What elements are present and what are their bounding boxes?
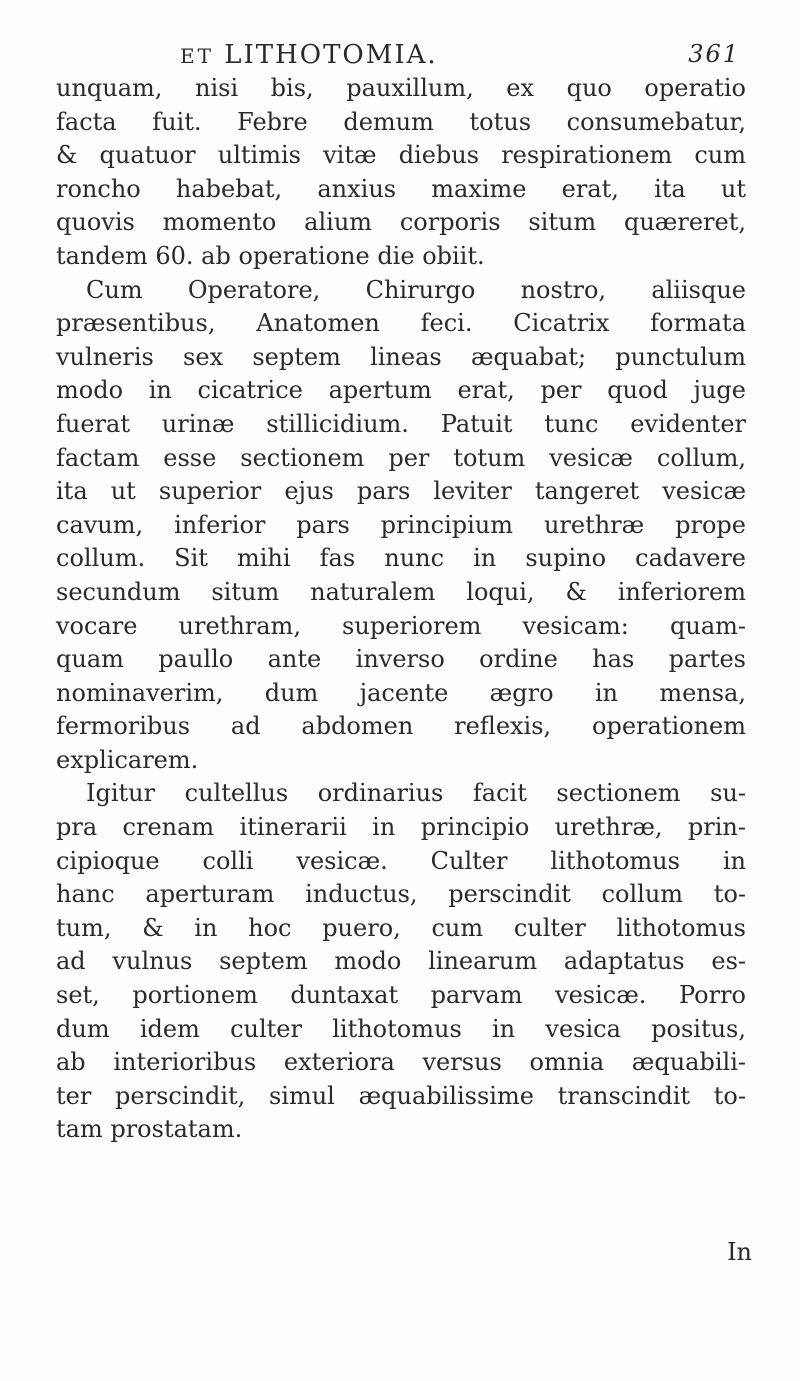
- text-line: facta fuit. Febre demum totus consumebatur,: [56, 107, 746, 136]
- running-title-main: LITHOTOMIA.: [224, 40, 438, 70]
- text-line: pra crenam itinerarii in principio urethræ, prin-: [56, 813, 746, 842]
- text-line: roncho habebat, anxius maxime erat, ita ut: [56, 174, 746, 203]
- text-line: unquam, nisi bis, pauxillum, ex quo operatio: [56, 74, 746, 102]
- text-line: tam prostatam.: [56, 1115, 243, 1144]
- running-head: [140, 40, 740, 74]
- text-line: fermoribus ad abdomen reflexis, operationem: [56, 712, 746, 741]
- text-line: Igitur cultellus ordinarius facit sectionem su-: [86, 779, 746, 808]
- text-line: tandem 60. ab operatione die obiit.: [56, 241, 485, 270]
- text-line: quovis momento alium corporis situm quæreret,: [56, 208, 746, 237]
- text-line: ab interioribus exteriora versus omnia æquabili-: [56, 1048, 746, 1077]
- text-line: set, portionem duntaxat parvam vesicæ. Porro: [56, 981, 746, 1010]
- page-number: 361: [688, 40, 740, 68]
- text-line: hanc aperturam inductus, perscindit collum to-: [56, 880, 746, 909]
- text-line: ad vulnus septem modo linearum adaptatus es-: [56, 947, 746, 976]
- text-line: secundum situm naturalem loqui, & inferiorem: [56, 577, 746, 606]
- text-line: fuerat urinæ stillicidium. Patuit tunc evidenter: [56, 409, 746, 438]
- text-line: & quatuor ultimis vitæ diebus respirationem cum: [56, 141, 746, 170]
- text-line: explicarem.: [56, 745, 199, 774]
- text-line: Cum Operatore, Chirurgo nostro, aliisque: [86, 275, 746, 304]
- running-title-prefix: ET: [180, 44, 214, 68]
- text-line: collum. Sit mihi fas nunc in supino cadavere: [56, 544, 746, 573]
- body-text: [56, 72, 746, 1147]
- text-line: ter perscindit, simul æquabilissime transcindit to-: [56, 1081, 746, 1110]
- text-line: præsentibus, Anatomen feci. Cicatrix formata: [56, 309, 746, 338]
- text-line: ita ut superior ejus pars leviter tangeret vesicæ: [56, 477, 746, 506]
- text-line: vocare urethram, superiorem vesicam: quam-: [56, 611, 746, 640]
- catchword: In: [727, 1238, 752, 1266]
- text-line: tum, & in hoc puero, cum culter lithotomus: [56, 913, 746, 942]
- text-line: modo in cicatrice apertum erat, per quod juge: [56, 376, 746, 405]
- text-line: dum idem culter lithotomus in vesica positus,: [56, 1014, 746, 1043]
- running-title: [180, 40, 438, 70]
- text-line: quam paullo ante inverso ordine has partes: [56, 645, 746, 674]
- text-line: factam esse sectionem per totum vesicæ collum,: [56, 443, 746, 472]
- text-line: cipioque colli vesicæ. Culter lithotomus in: [56, 846, 746, 875]
- text-line: vulneris sex septem lineas æquabat; punctulum: [56, 342, 746, 371]
- text-line: cavum, inferior pars principium urethræ prope: [56, 510, 746, 539]
- text-line: nominaverim, dum jacente ægro in mensa,: [56, 678, 746, 707]
